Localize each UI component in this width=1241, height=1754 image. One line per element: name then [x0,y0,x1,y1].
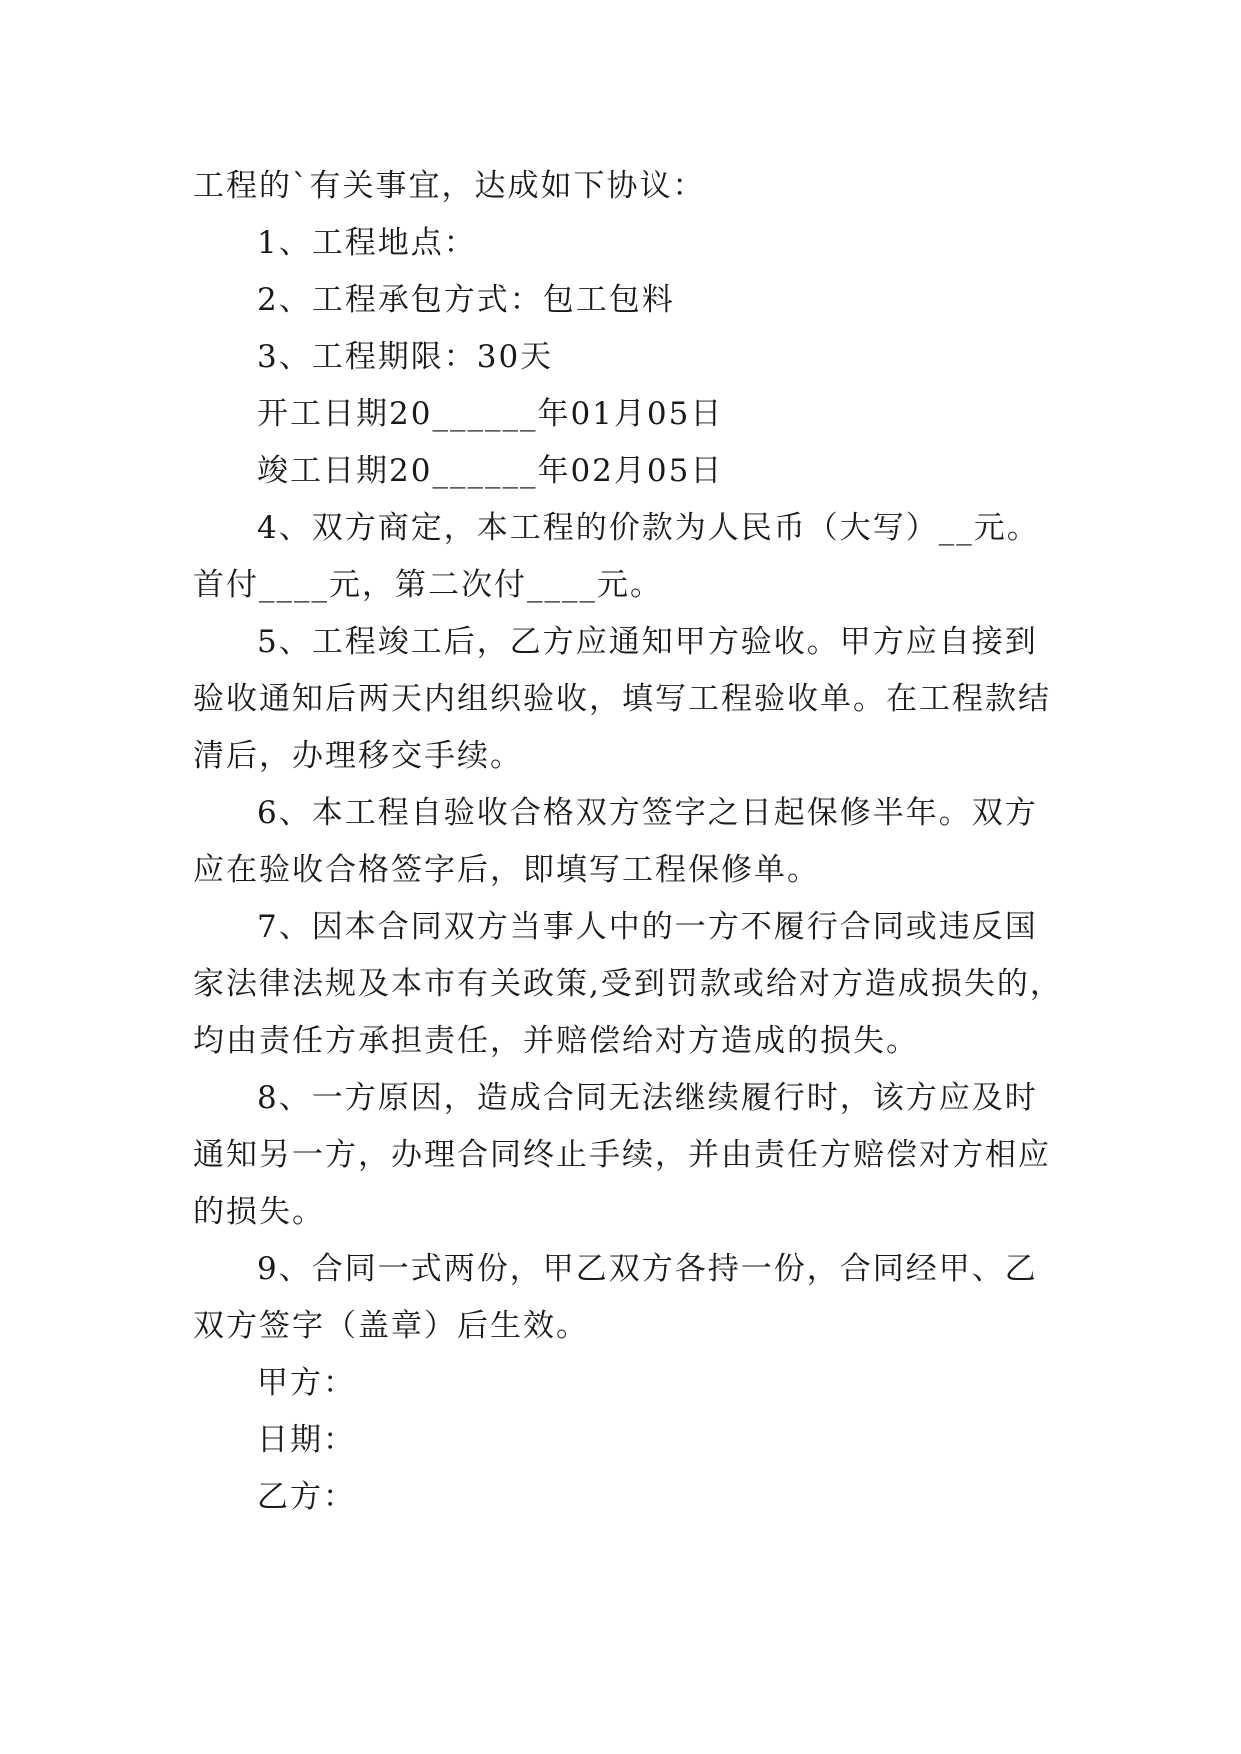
completion-date-line: 竣工日期20______年02月05日 [257,453,724,489]
clause-5-line-3: 清后，办理移交手续。 [193,738,523,774]
clause-4-payments: 首付____元，第二次付____元。 [193,567,663,603]
party-a-signature-label: 甲方： [257,1365,356,1401]
clause-6-line-1: 6、本工程自验收合格双方签字之日起保修半年。双方 [257,795,1038,831]
clause-9-line-2: 双方签字（盖章）后生效。 [193,1308,589,1344]
clause-8-line-1: 8、一方原因，造成合同无法继续履行时，该方应及时 [257,1080,1038,1116]
clause-7-line-3: 均由责任方承担责任，并赔偿给对方造成的损失。 [193,1023,919,1059]
clause-5-line-1: 5、工程竣工后，乙方应通知甲方验收。甲方应自接到 [257,624,1038,660]
clause-9-line-1: 9、合同一式两份，甲乙双方各持一份，合同经甲、乙 [257,1251,1038,1287]
clause-8-line-2: 通知另一方，办理合同终止手续，并由责任方赔偿对方相应 [193,1137,1051,1173]
clause-4-price: 4、双方商定，本工程的价款为人民币（大写）__元。 [257,510,1040,546]
clause-2-contract-mode: 2、工程承包方式：包工包料 [257,282,675,318]
clause-6-line-2: 应在验收合格签字后，即填写工程保修单。 [193,852,820,888]
clause-1-location: 1、工程地点： [257,225,477,261]
start-date-line: 开工日期20______年01月05日 [257,396,724,432]
clause-5-line-2: 验收通知后两天内组织验收，填写工程验收单。在工程款结 [193,681,1051,717]
clause-7-line-2: 家法律法规及本市有关政策,受到罚款或给对方造成损失的， [193,966,1063,1002]
date-label: 日期： [257,1422,356,1458]
clause-8-line-3: 的损失。 [193,1194,325,1230]
clause-3-duration: 3、工程期限：30天 [257,339,554,375]
party-b-signature-label: 乙方： [257,1479,356,1515]
clause-7-line-1: 7、因本合同双方当事人中的一方不履行合同或违反国 [257,909,1038,945]
intro-line: 工程的`有关事宜，达成如下协议： [193,168,706,204]
